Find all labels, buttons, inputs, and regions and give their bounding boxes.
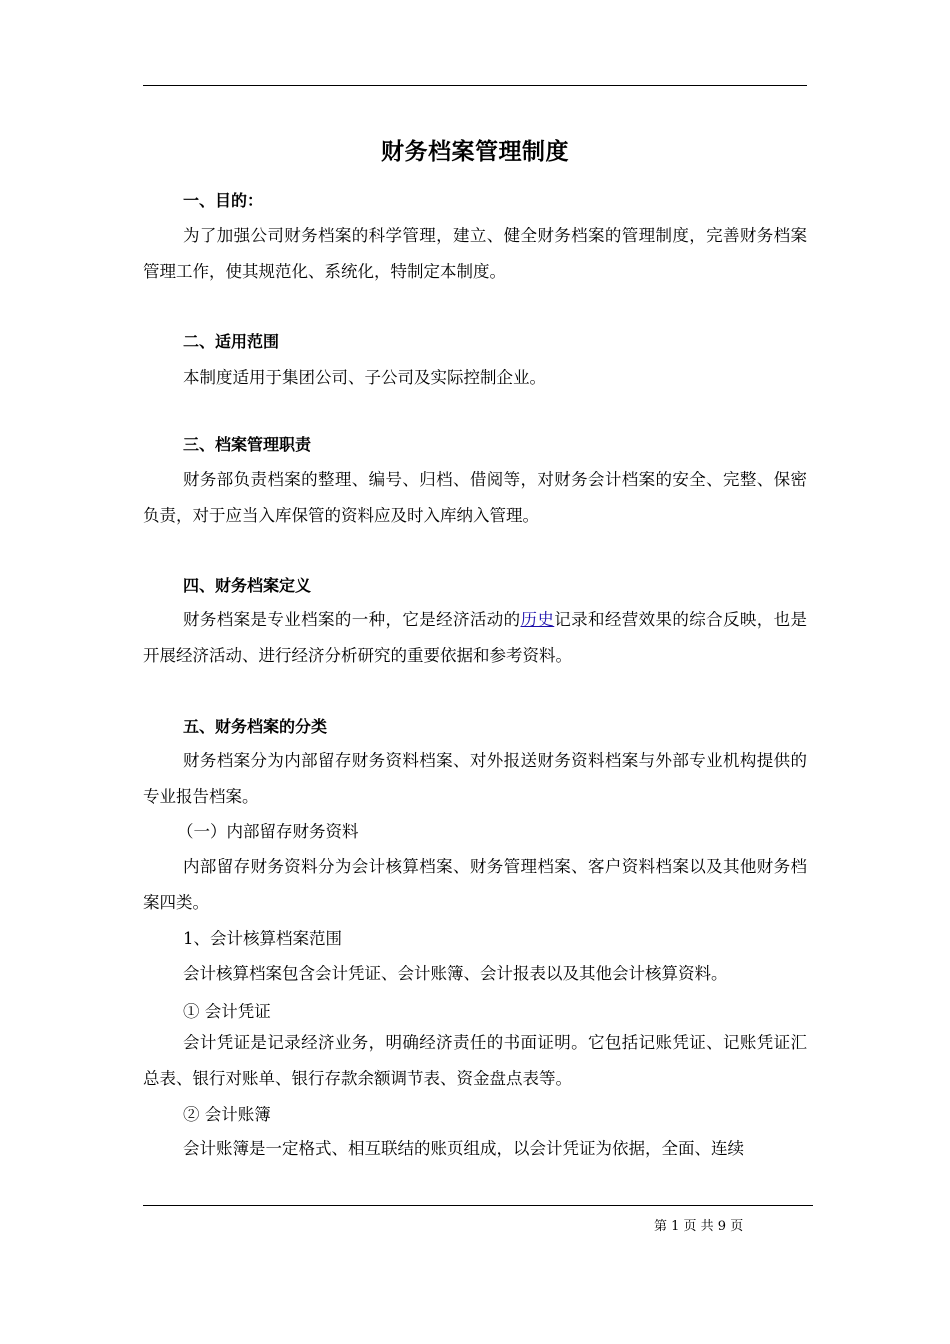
footer-rule (143, 1205, 813, 1206)
item-accounting-archive-body: 会计核算档案包含会计凭证、会计账簿、会计报表以及其他会计核算资料。 (183, 964, 728, 983)
item-voucher-body: 会计凭证是记录经济业务，明确经济责任的书面证明。它包括记账凭证、记账凭证汇总表、银行对账单、银行存款余额调节表、资金盘点表等。 (143, 1033, 807, 1088)
item-ledger-body: 会计账簿是一定格式、相互联结的账页组成，以会计凭证为依据，全面、连续 (183, 1139, 744, 1158)
section-body-purpose: 为了加强公司财务档案的科学管理，建立、健全财务档案的管理制度，完善财务档案管理工作，使其规范化、系统化，特制定本制度。 (143, 226, 807, 281)
section-heading-responsibility: 三、档案管理职责 (183, 435, 312, 454)
definition-text-end: 记录和经营效果的综合反映，也是开展经济活动、进行经济分析研究的重要依据和参考资料。 (143, 610, 807, 665)
history-link[interactable]: 历史 (520, 610, 555, 629)
item-voucher-heading: ① 会计凭证 (183, 1002, 271, 1021)
definition-text-start: 财务档案是专业档案的一种，它是经济活动的 (183, 610, 521, 629)
section-body-responsibility: 财务部负责档案的整理、编号、归档、借阅等，对财务会计档案的安全、完整、保密负责，对于应当入库保管的资料应及时入库纳入管理。 (143, 470, 807, 525)
section-heading-scope: 二、适用范围 (183, 332, 280, 351)
internal-records-body: 内部留存财务资料分为会计核算档案、财务管理档案、客户资料档案以及其他财务档案四类。 (143, 857, 807, 912)
item-accounting-archive-heading: 1、会计核算档案范围 (183, 929, 342, 948)
section-body-definition (143, 602, 807, 673)
document-title: 财务档案管理制度 (381, 139, 569, 165)
section-body-scope: 本制度适用于集团公司、子公司及实际控制企业。 (183, 368, 546, 387)
section-heading-definition: 四、财务档案定义 (183, 576, 312, 595)
subheading-internal-records: （一）内部留存财务资料 (177, 822, 359, 841)
section-body-classification: 财务档案分为内部留存财务资料档案、对外报送财务资料档案与外部专业机构提供的专业报告档案。 (143, 751, 807, 806)
section-heading-purpose: 一、目的： (183, 191, 264, 210)
section-heading-classification: 五、财务档案的分类 (183, 717, 328, 736)
header-rule (143, 85, 807, 86)
item-ledger-heading: ② 会计账簿 (183, 1105, 271, 1124)
page-number: 第 1 页 共 9 页 (654, 1219, 744, 1234)
